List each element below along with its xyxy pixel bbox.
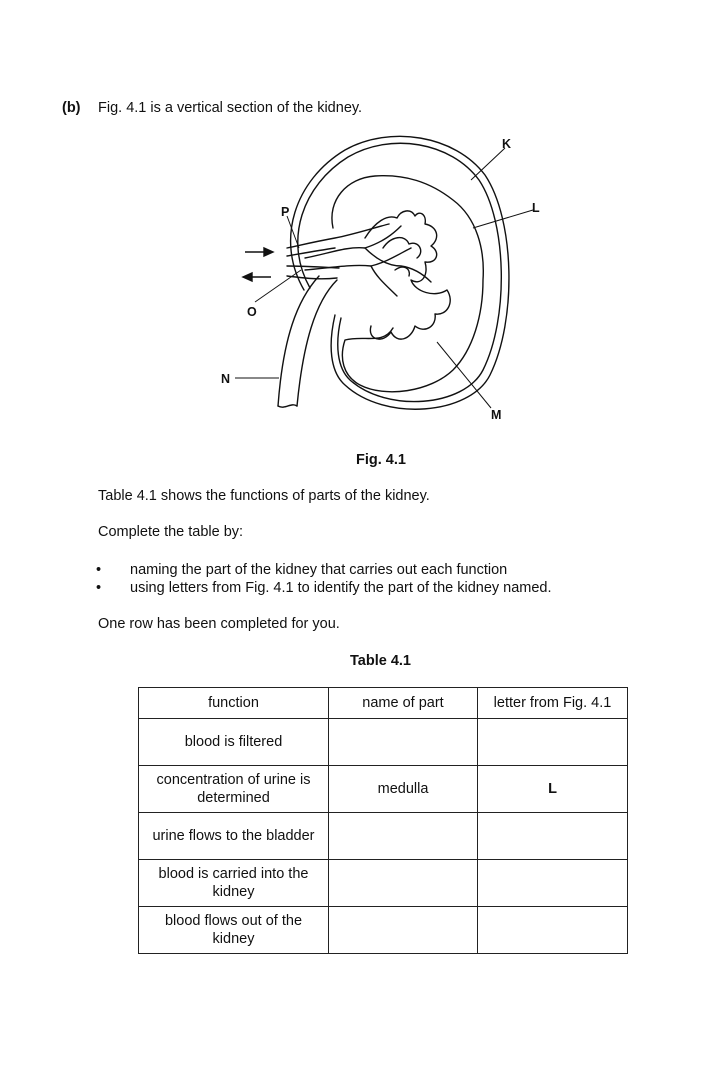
letter-cell: L: [478, 766, 628, 813]
header-function: function: [139, 688, 329, 719]
instruction-text: Complete the table by:: [98, 524, 244, 540]
bullet-icon: •: [96, 562, 102, 578]
bullet-icon: •: [96, 580, 102, 596]
letter-cell[interactable]: [478, 907, 628, 954]
label-p: P: [281, 205, 290, 219]
renal-pelvis: [305, 226, 401, 258]
function-cell: urine flows to the bladder: [139, 813, 329, 860]
kidney-diagram: [215, 130, 545, 430]
header-letter: letter from Fig. 4.1: [478, 688, 628, 719]
note-text: One row has been completed for you.: [98, 616, 340, 632]
functions-table: [138, 687, 628, 954]
intro-text: Table 4.1 shows the functions of parts of the kidney.: [98, 488, 430, 504]
letter-cell[interactable]: [478, 719, 628, 766]
table-row: [139, 860, 628, 907]
table-row: [139, 813, 628, 860]
cortex-boundary: [332, 176, 483, 392]
function-cell: blood is filtered: [139, 719, 329, 766]
table-header-row: [139, 688, 628, 719]
table-row: [139, 766, 628, 813]
name-cell[interactable]: [329, 860, 478, 907]
label-o: O: [247, 305, 257, 319]
name-cell[interactable]: [329, 813, 478, 860]
kidney-inner-capsule: [298, 143, 502, 401]
letter-cell[interactable]: [478, 813, 628, 860]
function-cell: blood flows out of the kidney: [139, 907, 329, 954]
function-cell: concentration of urine is determined: [139, 766, 329, 813]
name-cell: medulla: [329, 766, 478, 813]
letter-cell[interactable]: [478, 860, 628, 907]
table-caption: Table 4.1: [350, 653, 411, 669]
bullet-item: using letters from Fig. 4.1 to identify the part of the kidney named.: [130, 580, 552, 596]
table-row: [139, 907, 628, 954]
bullet-item: naming the part of the kidney that carries out each function: [130, 562, 508, 578]
question-text: Fig. 4.1 is a vertical section of the kidney.: [98, 100, 363, 116]
question-label: (b): [62, 100, 81, 116]
header-name-of-part: name of part: [329, 688, 478, 719]
label-n: N: [221, 372, 231, 386]
table-row: [139, 719, 628, 766]
figure-caption: Fig. 4.1: [356, 452, 406, 468]
function-cell: blood is carried into the kidney: [139, 860, 329, 907]
name-cell[interactable]: [329, 719, 478, 766]
label-k: K: [502, 137, 512, 151]
name-cell[interactable]: [329, 907, 478, 954]
label-l: L: [532, 201, 540, 215]
label-m: M: [491, 408, 502, 422]
